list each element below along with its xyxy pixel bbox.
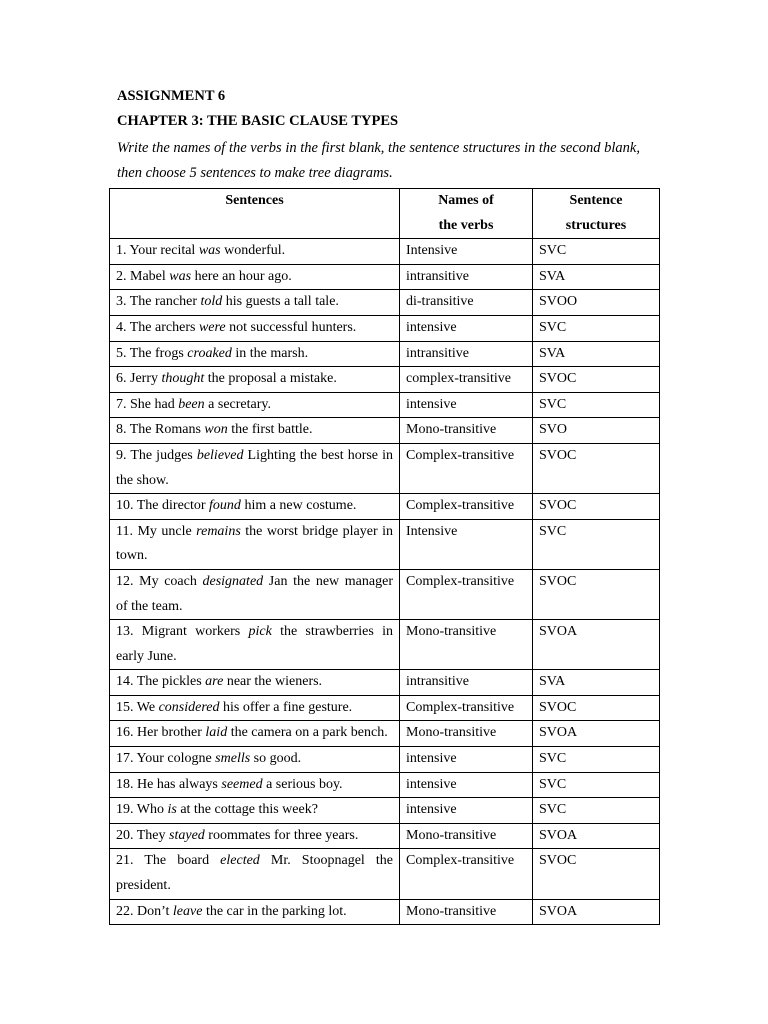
- sentence-text-before-verb: 11. My uncle: [116, 523, 197, 539]
- sentence-structure-cell: SVOO: [533, 290, 660, 316]
- verb-name-cell: intensive: [400, 747, 533, 773]
- sentence-verb: considered: [158, 699, 220, 715]
- verb-name-cell: Complex-transitive: [400, 695, 533, 721]
- sentence-text-after-verb: in the marsh.: [231, 345, 309, 361]
- table-row: [110, 315, 660, 341]
- sentence-text-before-verb: 21. The board: [116, 853, 221, 869]
- sentence-structure-cell: SVA: [533, 341, 660, 367]
- sentence-structure-cell: SVOA: [533, 620, 660, 670]
- sentence-text-before-verb: 3. The rancher: [116, 294, 201, 310]
- table-row: [110, 418, 660, 444]
- table-row: [110, 290, 660, 316]
- table-row: [110, 721, 660, 747]
- sentence-text-after-verb: so good.: [250, 751, 302, 767]
- sentence-text-before-verb: 6. Jerry: [116, 371, 162, 387]
- sentence-verb: was: [198, 243, 221, 259]
- sentence-cell: [110, 899, 400, 925]
- sentence-text-before-verb: 19. Who: [116, 802, 168, 818]
- verb-name-cell: intransitive: [400, 264, 533, 290]
- verb-name-cell: intransitive: [400, 670, 533, 696]
- sentence-structure-cell: SVC: [533, 519, 660, 569]
- verb-name-cell: Mono-transitive: [400, 620, 533, 670]
- sentence-verb: elected: [220, 853, 260, 869]
- sentence-structure-cell: SVOC: [533, 367, 660, 393]
- sentence-cell: [110, 849, 400, 899]
- sentence-text-after-verb: wonderful.: [220, 243, 286, 259]
- sentence-structure-cell: SVC: [533, 772, 660, 798]
- sentence-verb: told: [200, 294, 223, 310]
- sentence-text-before-verb: 13. Migrant workers: [116, 624, 249, 640]
- sentence-verb: been: [178, 396, 205, 412]
- chapter-heading: CHAPTER 3: THE BASIC CLAUSE TYPES: [117, 113, 399, 129]
- sentence-text-after-verb: the camera on a park bench.: [227, 725, 388, 741]
- sentence-cell: [110, 670, 400, 696]
- sentence-cell: [110, 798, 400, 824]
- sentence-text-before-verb: 2. Mabel: [116, 268, 170, 284]
- verb-name-cell: Complex-transitive: [400, 494, 533, 520]
- sentence-structure-cell: SVA: [533, 264, 660, 290]
- table-row: [110, 747, 660, 773]
- sentence-text-after-verb: roommates for three years.: [204, 827, 359, 843]
- sentence-cell: [110, 772, 400, 798]
- sentence-cell: [110, 367, 400, 393]
- sentence-cell: [110, 443, 400, 493]
- sentence-verb: designated: [202, 573, 264, 589]
- clause-types-table: [109, 188, 660, 925]
- sentence-structure-cell: SVA: [533, 670, 660, 696]
- sentence-structure-cell: SVC: [533, 747, 660, 773]
- sentence-text-before-verb: 1. Your recital: [116, 243, 199, 259]
- table-row: [110, 670, 660, 696]
- sentence-verb: leave: [172, 903, 203, 919]
- table-row: [110, 798, 660, 824]
- table-row: [110, 443, 660, 493]
- sentence-verb: remains: [196, 523, 241, 539]
- sentence-structure-cell: SVOA: [533, 721, 660, 747]
- sentence-text-after-verb: not successful hunters.: [225, 319, 357, 335]
- verb-name-cell: intensive: [400, 392, 533, 418]
- sentence-text-before-verb: 7. She had: [116, 396, 179, 412]
- sentence-structure-cell: SVOA: [533, 899, 660, 925]
- sentence-text-after-verb: a secretary.: [204, 396, 271, 412]
- table-row: [110, 367, 660, 393]
- table-row: [110, 494, 660, 520]
- verb-name-cell: complex-transitive: [400, 367, 533, 393]
- sentence-text-before-verb: 16. Her brother: [116, 725, 206, 741]
- sentence-structure-cell: SVOC: [533, 849, 660, 899]
- sentence-verb: believed: [196, 447, 244, 463]
- sentence-structure-cell: SVO: [533, 418, 660, 444]
- sentence-verb: found: [209, 498, 241, 514]
- sentence-text-after-verb: here an hour ago.: [191, 268, 292, 284]
- sentence-text-before-verb: 17. Your cologne: [116, 751, 216, 767]
- sentence-structure-cell: SVOC: [533, 494, 660, 520]
- sentence-verb: is: [167, 802, 177, 818]
- sentence-text-after-verb: at the cottage this week?: [176, 802, 318, 818]
- sentence-text-before-verb: 4. The archers: [116, 319, 199, 335]
- sentence-text-after-verb: the first battle.: [227, 422, 313, 438]
- sentence-cell: [110, 519, 400, 569]
- verb-name-cell: di-transitive: [400, 290, 533, 316]
- table-row: [110, 899, 660, 925]
- sentence-verb: stayed: [169, 827, 205, 843]
- sentence-verb: seemed: [221, 776, 263, 792]
- table-row: [110, 823, 660, 849]
- sentence-structure-cell: SVC: [533, 239, 660, 265]
- sentence-verb: croaked: [187, 345, 232, 361]
- sentence-text-after-verb: his guests a tall tale.: [222, 294, 339, 310]
- sentence-verb: thought: [161, 371, 205, 387]
- sentence-text-after-verb: the proposal a mistake.: [204, 371, 337, 387]
- sentence-cell: [110, 418, 400, 444]
- sentence-verb: were: [198, 319, 226, 335]
- table-row: [110, 569, 660, 619]
- sentence-text-after-verb: Lighting the best horse in the show.: [116, 447, 393, 488]
- header-sentences: Sentences: [110, 189, 400, 239]
- assignment-title: ASSIGNMENT 6: [117, 88, 226, 104]
- verb-name-cell: Complex-transitive: [400, 849, 533, 899]
- sentence-text-before-verb: 10. The director: [116, 498, 210, 514]
- verb-name-cell: Mono-transitive: [400, 418, 533, 444]
- sentence-text-after-verb: the worst bridge player in town.: [116, 523, 393, 564]
- sentence-text-after-verb: near the wieners.: [223, 674, 323, 690]
- sentence-cell: [110, 290, 400, 316]
- sentence-structure-cell: SVOC: [533, 695, 660, 721]
- sentence-structure-cell: SVOC: [533, 569, 660, 619]
- sentence-structure-cell: SVC: [533, 798, 660, 824]
- sentence-text-after-verb: him a new costume.: [240, 498, 357, 514]
- sentence-verb: laid: [205, 725, 228, 741]
- verb-name-cell: Mono-transitive: [400, 899, 533, 925]
- table-row: [110, 620, 660, 670]
- sentence-cell: [110, 392, 400, 418]
- sentence-cell: [110, 315, 400, 341]
- table-row: [110, 519, 660, 569]
- sentence-text-before-verb: 8. The Romans: [116, 422, 205, 438]
- header-sentence-structures: Sentence structures: [533, 189, 660, 239]
- verb-name-cell: Complex-transitive: [400, 569, 533, 619]
- table-row: [110, 392, 660, 418]
- sentence-text-after-verb: a serious boy.: [262, 776, 343, 792]
- table-row: [110, 772, 660, 798]
- sentence-text-after-verb: the strawberries in early June.: [116, 624, 393, 664]
- sentence-cell: [110, 721, 400, 747]
- sentence-cell: [110, 264, 400, 290]
- sentence-cell: [110, 239, 400, 265]
- header-verb-names: Names of the verbs: [400, 189, 533, 239]
- sentence-text-before-verb: 20. They: [116, 827, 170, 843]
- table-row: [110, 695, 660, 721]
- verb-name-cell: intensive: [400, 798, 533, 824]
- verb-name-cell: intensive: [400, 772, 533, 798]
- table-row: [110, 239, 660, 265]
- table-row: [110, 341, 660, 367]
- sentence-cell: [110, 569, 400, 619]
- sentence-verb: won: [204, 422, 228, 438]
- verb-name-cell: Complex-transitive: [400, 443, 533, 493]
- sentence-structure-cell: SVOA: [533, 823, 660, 849]
- sentence-cell: [110, 695, 400, 721]
- sentence-verb: are: [205, 674, 224, 690]
- sentence-cell: [110, 620, 400, 670]
- sentence-cell: [110, 341, 400, 367]
- sentence-text-after-verb: Mr. Stoopnagel the president.: [116, 853, 393, 894]
- verb-name-cell: Mono-transitive: [400, 721, 533, 747]
- verb-name-cell: intensive: [400, 315, 533, 341]
- sentence-text-after-verb: his offer a fine gesture.: [219, 699, 353, 715]
- sentence-cell: [110, 747, 400, 773]
- table-row: [110, 849, 660, 899]
- sentence-structure-cell: SVC: [533, 392, 660, 418]
- sentence-text-after-verb: Jan the new manager of the team.: [116, 573, 393, 614]
- sentence-text-before-verb: 12. My coach: [116, 573, 203, 589]
- sentence-verb: smells: [215, 751, 251, 767]
- sentence-text-after-verb: the car in the parking lot.: [202, 903, 347, 919]
- sentence-structure-cell: SVC: [533, 315, 660, 341]
- sentence-verb: pick: [248, 624, 272, 640]
- verb-name-cell: Intensive: [400, 519, 533, 569]
- verb-name-cell: intransitive: [400, 341, 533, 367]
- table-row: [110, 264, 660, 290]
- sentence-verb: was: [169, 268, 192, 284]
- sentence-structure-cell: SVOC: [533, 443, 660, 493]
- sentence-text-before-verb: 22. Don’t: [116, 903, 173, 919]
- sentence-cell: [110, 823, 400, 849]
- sentence-cell: [110, 494, 400, 520]
- sentence-text-before-verb: 18. He has always: [116, 776, 222, 792]
- sentence-text-before-verb: 15. We: [116, 699, 159, 715]
- verb-name-cell: Mono-transitive: [400, 823, 533, 849]
- table-header-row: [110, 189, 660, 239]
- verb-name-cell: Intensive: [400, 239, 533, 265]
- sentence-text-before-verb: 5. The frogs: [116, 345, 188, 361]
- sentence-text-before-verb: 9. The judges: [116, 447, 197, 463]
- instructions-text: Write the names of the verbs in the first blank, the sentence structures in the second blank, then choose 5 sentences to make tree diagrams.: [117, 140, 640, 181]
- sentence-text-before-verb: 14. The pickles: [116, 674, 206, 690]
